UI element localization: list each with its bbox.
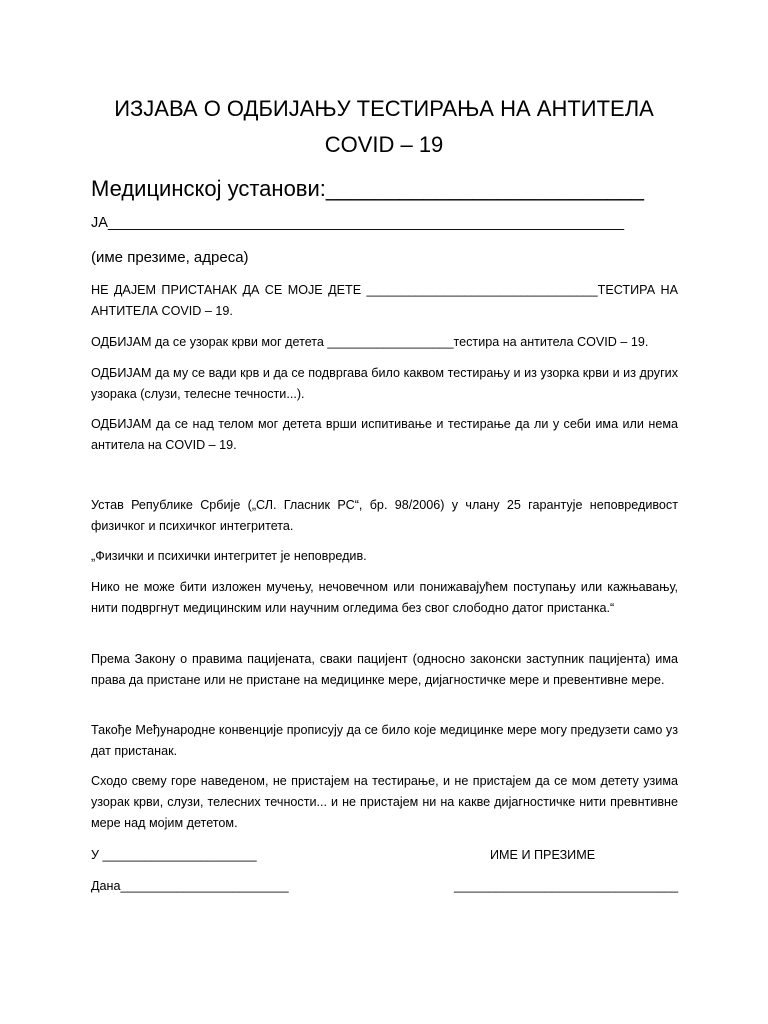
- torture-quote-paragraph: Нико не може бити изложен мучењу, нечовечном или понижавајућем поступању или кажњавању, нити подвргнут медицинским или научним огледима без свог слободно датог пристанка.“: [91, 580, 678, 615]
- constitution-paragraph: Устав Републике Србије („СЛ. Гласник РС“, бр. 98/2006) у члану 25 гарантује неповредивост физичког и психичког интегритета.: [91, 498, 678, 533]
- patient-rights-paragraph: Према Закону о правима пацијената, сваки пацијент (односно законски заступник пацијента) има права да пристане или не пристане на медицинке мере, дијагностичке мере и превентивне мере.: [91, 652, 678, 687]
- consent-refusal-paragraph: НЕ ДАЈЕМ ПРИСТАНАК ДА СЕ МОЈЕ ДЕТЕ _________________________________ТЕСТИРА НА АНТИТЕЛА COVID – 19.: [91, 283, 678, 318]
- integrity-quote-paragraph: „Физички и психички интегритет је неповредив.: [91, 549, 367, 563]
- title-line-2: COVID – 19: [324, 132, 444, 157]
- date-field[interactable]: Дана________________________: [91, 879, 289, 893]
- title-line-1: ИЗЈАВА О ОДБИЈАЊУ ТЕСТИРАЊА НА АНТИТЕЛА: [114, 96, 654, 121]
- ja-name-field[interactable]: ЈА________________________________________________________________: [91, 215, 625, 231]
- conclusion-paragraph: Сходо свему горе наведеном, не пристајем на тестирање, и не пристајем да се мом детету узима узорак крви, слузи, телесних течности... и не пристајем ни на какве дијагностичке нити превнтивне мере над мојим дететом.: [91, 774, 678, 830]
- examination-refusal-paragraph: ОДБИЈАМ да се над телом мог детета врши испитивање и тестирање да ли у себи има или нема антитела на COVID – 19.: [91, 417, 678, 452]
- institution-field[interactable]: Медицинској установи:__________________________: [91, 176, 645, 201]
- place-field[interactable]: У ______________________: [91, 848, 257, 862]
- international-conventions-paragraph: Такође Међународне конвенције прописују да се било које медицинке мере могу предузети само уз дат пристанак.: [91, 723, 678, 758]
- name-surname-label: ИМЕ И ПРЕЗИМЕ: [490, 848, 596, 862]
- blood-sample-refusal-paragraph: ОДБИЈАМ да се узорак крви мог детета __________________тестира на антитела COVID – 19.: [91, 335, 649, 349]
- signature-line[interactable]: ________________________________: [454, 879, 679, 893]
- name-address-hint: (име презиме, адреса): [91, 249, 249, 266]
- blood-draw-refusal-paragraph: ОДБИЈАМ да му се вади крв и да се подвргава било каквом тестирању и из узорка крви и из других узорака (слузи, телесне течности...).: [91, 366, 678, 401]
